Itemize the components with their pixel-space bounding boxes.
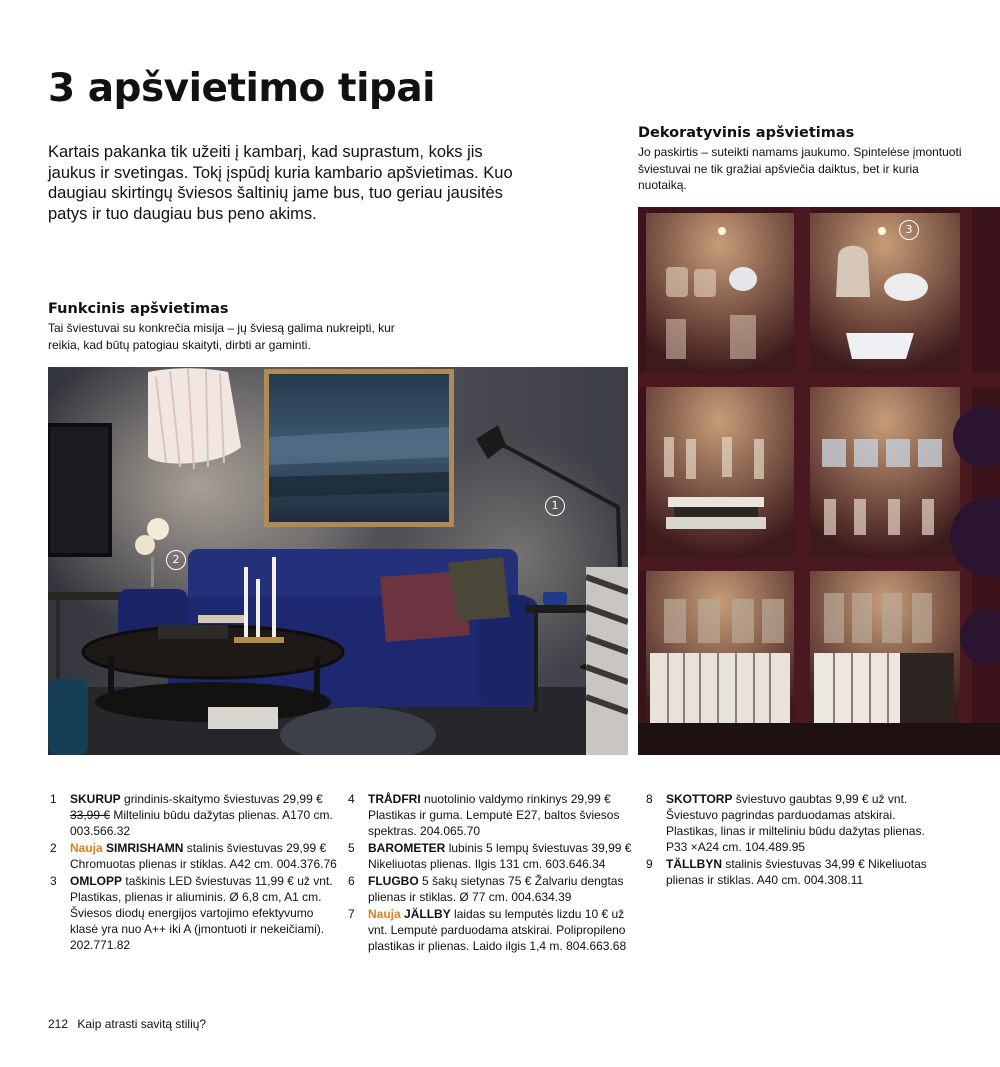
product-description: 5 šakų sietynas 75 € Žalvariu dengtas plienas ir stiklas. Ø 77 cm. 004.634.39: [368, 874, 624, 904]
product-name: SKURUP: [70, 792, 121, 806]
product-number: 1: [50, 792, 57, 806]
decorative-lighting-heading: Dekoratyvinis apšvietimas: [638, 125, 855, 141]
functional-lighting-text: Tai šviestuvai su konkrečia misija – jų šviesą galima nukreipti, kur reikia, kad būtų patogiau skaityti, dirbti ar gaminti.: [48, 321, 395, 352]
product-description: šviestuvo gaubtas 9,99 € už vnt. Šviestuvo pagrindas parduodamas atskirai. Plastikas, linas ir milteliniu būdu dažytas plienas. P33 ×A24 cm. 104.489.95: [666, 792, 925, 854]
product-description: nuotolinio valdymo rinkinys 29,99 € Plastikas ir guma. Lemputė E27, baltos šviesos spektras. 204.065.70: [368, 792, 620, 838]
product-number: 7: [348, 907, 355, 921]
product-description: laidas su lemputės lizdu 10 € už vnt. Lemputė parduodama atskirai. Polipropileno plastikas ir plienas. Laido ilgis 1,4 m. 804.663.68: [368, 907, 627, 953]
living-room-photo: [48, 367, 628, 755]
new-badge: Nauja: [368, 907, 401, 921]
product-list-column-2: [348, 791, 638, 955]
intro-paragraph: Kartais pakanka tik užeiti į kambarį, kad suprastum, koks jis jaukus ir svetingas. Tokį įspūdį kuria kambario apšvietimas. Kuo daugiau skirtingų šviesos šaltinių jame bus, tuo geriau jausitės patys ir tuo daugiau bus peno akims.: [48, 143, 513, 223]
product-number: 5: [348, 841, 355, 855]
product-item-8: [646, 791, 946, 855]
old-price: 33,99 €: [70, 808, 111, 822]
product-item-5: [348, 840, 638, 872]
product-description: taškinis LED šviestuvas 11,99 € už vnt. Plastikas, plienas ir aliuminis. Ø 6,8 cm, A1 cm. Šviesos diodų energijos vartojimo efektyvumo klasė yra nuo A++ iki A (įmontuoti ir nekeičiami). 202.771.82: [70, 874, 333, 952]
product-item-6: [348, 873, 638, 905]
product-details: Milteliniu būdu dažytas plienas. A170 cm. 003.566.32: [70, 808, 333, 838]
decorative-lighting-text: Jo paskirtis – suteikti namams jaukumo. Spintelėse įmontuoti šviestuvai ne tik gražiai apšviečia daiktus, bet ir kuria nuotaiką.: [638, 145, 962, 192]
product-name: SKOTTORP: [666, 792, 733, 806]
callout-1: 1: [545, 496, 565, 516]
product-description: stalinis šviestuvas 29,99 € Chromuotas plienas ir stiklas. A42 cm. 004.376.76: [70, 841, 337, 871]
product-item-2: [50, 840, 340, 872]
product-item-4: [348, 791, 638, 839]
product-number: 2: [50, 841, 57, 855]
product-name: FLUGBO: [368, 874, 419, 888]
product-name: OMLOPP: [70, 874, 123, 888]
product-name: TRÅDFRI: [368, 792, 421, 806]
footer-section-title: Kaip atrasti savitą stilių?: [77, 1017, 207, 1031]
product-number: 6: [348, 874, 355, 888]
product-name: JÄLLBY: [404, 907, 451, 921]
product-item-1: [50, 791, 340, 839]
callout-2: 2: [166, 550, 186, 570]
callout-3: 3: [899, 220, 919, 240]
display-cabinet-photo: [638, 207, 1000, 755]
functional-lighting-heading: Funkcinis apšvietimas: [48, 301, 229, 317]
product-description: lubinis 5 lempų šviestuvas 39,99 € Nikeliuotas plienas. Ilgis 131 cm. 603.646.34: [368, 841, 632, 871]
product-list-column-3: [646, 791, 946, 889]
product-name: TÄLLBYN: [666, 857, 722, 871]
product-number: 3: [50, 874, 57, 888]
decorative-lighting-section: [638, 125, 968, 194]
living-room-illustration: [48, 367, 628, 755]
product-description: grindinis-skaitymo šviestuvas 29,99 €: [124, 792, 323, 806]
page-number: 212: [48, 1017, 69, 1031]
product-name: SIMRISHAMN: [106, 841, 184, 855]
functional-lighting-section: [48, 301, 408, 353]
product-description: stalinis šviestuvas 34,99 € Nikeliuotas plienas ir stiklas. A40 cm. 004.308.11: [666, 857, 927, 887]
page-title: 3 apšvietimo tipai: [48, 66, 436, 111]
page-footer: [48, 1017, 212, 1031]
product-name: BAROMETER: [368, 841, 446, 855]
cabinet-illustration: [638, 207, 1000, 755]
product-item-3: [50, 873, 340, 953]
new-badge: Nauja: [70, 841, 103, 855]
product-number: 8: [646, 792, 653, 806]
product-item-7: [348, 906, 638, 954]
product-number: 4: [348, 792, 355, 806]
product-number: 9: [646, 857, 653, 871]
product-item-9: [646, 856, 946, 888]
product-list-column-1: [50, 791, 340, 954]
